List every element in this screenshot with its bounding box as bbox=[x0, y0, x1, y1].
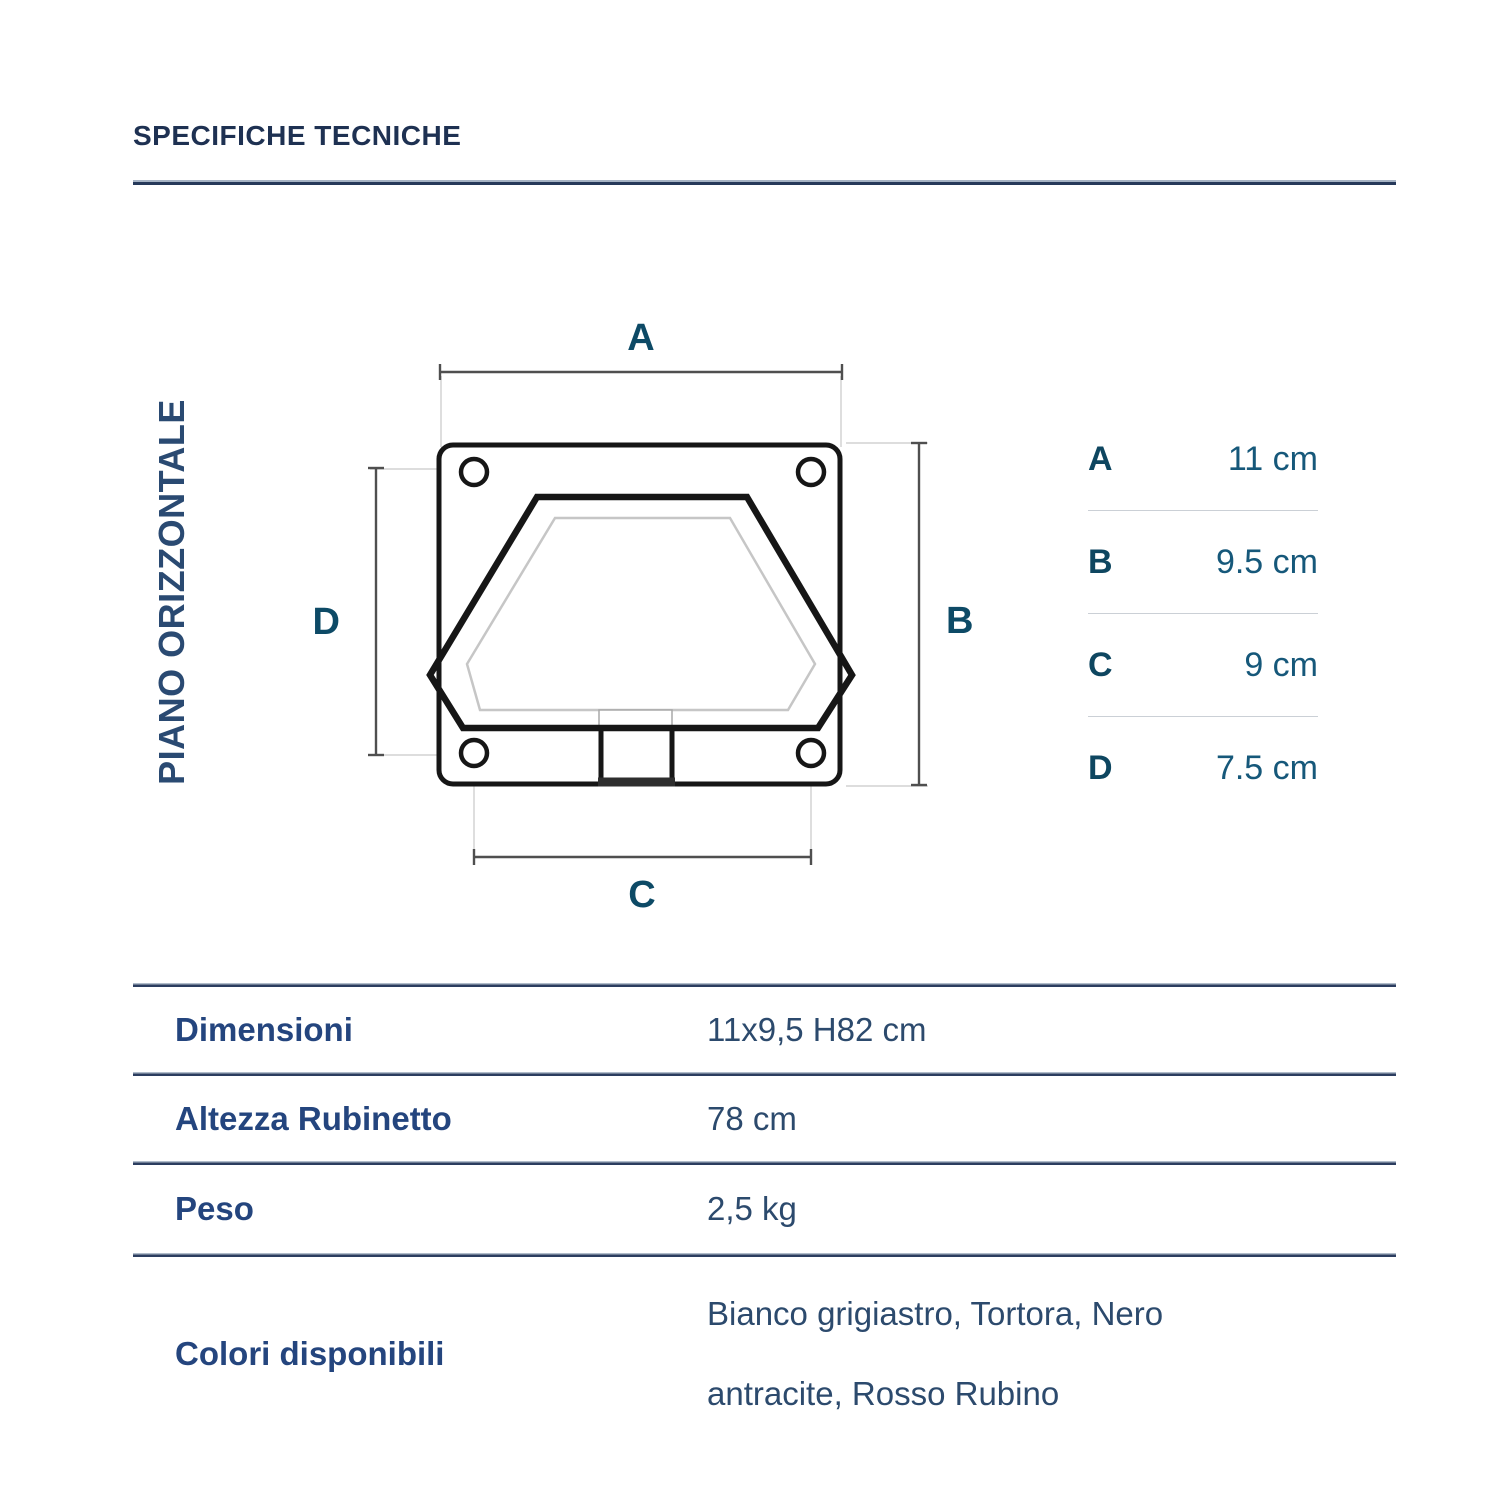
table-row bbox=[133, 1076, 1396, 1161]
table-row bbox=[133, 1257, 1396, 1450]
spec-value-colori: Bianco grigiastro, Tortora, Nero antracite, Rosso Rubino bbox=[707, 1294, 1164, 1412]
spec-value-dimensioni: 11x9,5 H82 cm bbox=[707, 1010, 927, 1048]
measurement-row-b bbox=[1088, 511, 1318, 614]
spec-value-peso: 2,5 kg bbox=[707, 1190, 797, 1227]
spec-label-peso: Peso bbox=[175, 1190, 254, 1227]
measurement-row-a bbox=[1088, 408, 1318, 511]
measurement-row-c bbox=[1088, 614, 1318, 717]
dim-label-a: A bbox=[627, 317, 655, 359]
specs-table bbox=[133, 983, 1396, 1450]
measurement-letter: B bbox=[1088, 542, 1113, 581]
measurement-row-d bbox=[1088, 717, 1318, 819]
spec-label-dimensioni: Dimensioni bbox=[175, 1010, 353, 1048]
page-title: SPECIFICHE TECNICHE bbox=[133, 120, 462, 151]
dim-label-d: D bbox=[312, 601, 340, 643]
measurement-value: 11 cm bbox=[1227, 439, 1318, 478]
measurement-value: 9.5 cm bbox=[1215, 542, 1318, 581]
table-row bbox=[133, 987, 1396, 1072]
measurement-letter: A bbox=[1088, 439, 1113, 478]
dim-label-b: B bbox=[946, 600, 974, 642]
spec-value-altezza: 78 cm bbox=[707, 1099, 797, 1137]
measurement-letter: C bbox=[1088, 645, 1113, 684]
spec-label-colori: Colori disponibili bbox=[175, 1334, 445, 1372]
dim-label-c: C bbox=[628, 874, 656, 916]
measurements-table bbox=[1088, 408, 1318, 819]
technical-drawing bbox=[300, 300, 1000, 920]
measurement-value: 9 cm bbox=[1244, 645, 1318, 684]
measurement-letter: D bbox=[1088, 748, 1113, 787]
spec-label-altezza: Altezza Rubinetto bbox=[175, 1099, 452, 1137]
diagram-side-label: PIANO ORIZZONTALE bbox=[151, 399, 192, 785]
table-row bbox=[133, 1165, 1396, 1253]
title-underline bbox=[133, 180, 1396, 185]
measurement-value: 7.5 cm bbox=[1215, 748, 1318, 787]
